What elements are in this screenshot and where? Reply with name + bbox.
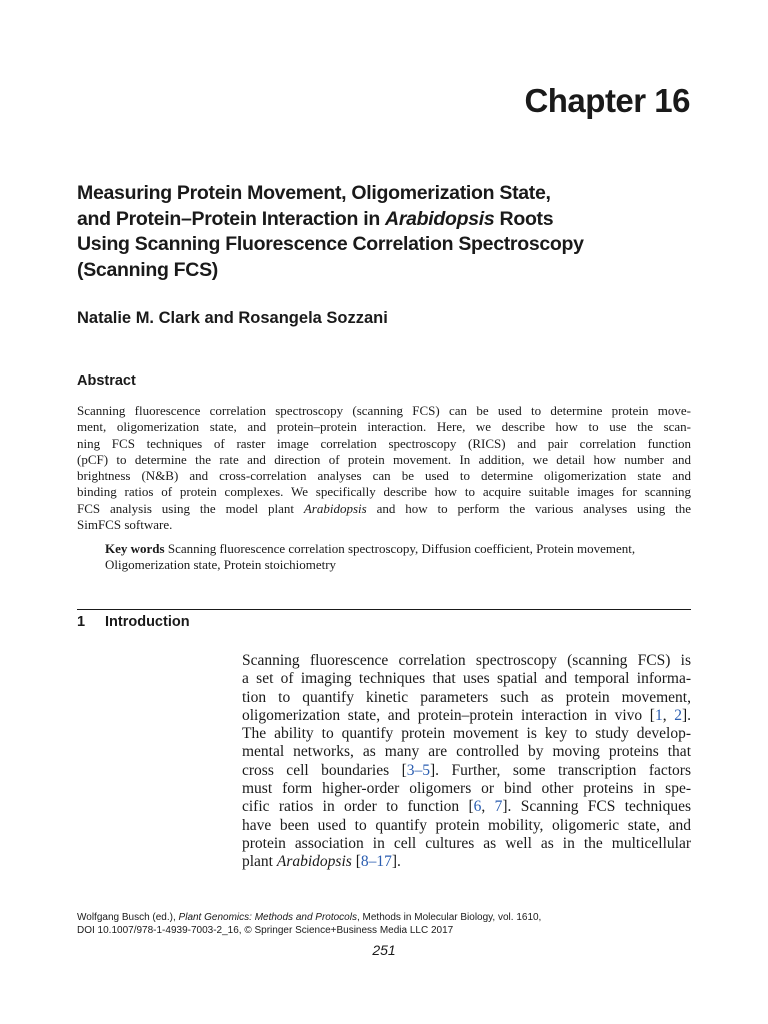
intro-line [242, 853, 691, 871]
keywords-text: Scanning fluorescence correlation spectroscopy, Diffusion coefficient, Protein movement, Oligomerization state, Protein stoichiometry [105, 541, 636, 573]
footnote-book-title: Plant Genomics: Methods and Protocols [178, 912, 357, 923]
title-line-4: (Scanning FCS) [77, 258, 218, 281]
citation-link[interactable]: 7 [494, 798, 503, 816]
introduction-text [242, 652, 691, 872]
citation-link[interactable]: 3–5 [406, 761, 431, 779]
intro-text: [ [351, 853, 361, 871]
abstract-species: Arabidopsis [303, 500, 367, 516]
abstract-heading: Abstract [77, 373, 136, 389]
intro-line: Scanning fluorescence correlation spectroscopy (scanning FCS) is [242, 652, 691, 669]
title-line-2-c: Roots [494, 207, 554, 230]
title-line-2-a: and Protein–Protein Interaction in [77, 207, 386, 230]
intro-text: oligomerization state, and protein–protein interaction in vivo [ [242, 706, 655, 724]
title-line-1: Measuring Protein Movement, Oligomerization State, [77, 182, 551, 204]
abstract-line: binding ratios of protein complexes. We specifically describe how to acquire suitable images for scanning [77, 484, 691, 500]
section-divider [77, 609, 691, 610]
abstract-line: ning FCS techniques of raster image correlation spectroscopy (RICS) and pair correlation function [77, 435, 691, 451]
section-number: 1 [77, 614, 86, 630]
intro-text: , [662, 706, 675, 724]
intro-line: must form higher-order oligomers or bind other proteins in spe- [242, 780, 691, 798]
citation-footnote [77, 912, 691, 937]
intro-line [242, 798, 691, 816]
intro-text: ]. [391, 853, 401, 871]
intro-text: cific ratios in order to function [ [242, 798, 474, 816]
intro-line [242, 707, 691, 725]
footnote-doi: DOI 10.1007/978-1-4939-7003-2_16, © Springer Science+Business Media LLC 2017 [77, 924, 454, 936]
intro-text: , [481, 798, 495, 816]
intro-text: ]. Further, some transcription factors [430, 761, 691, 779]
intro-line: The ability to quantify protein movement is key to study develop- [242, 725, 691, 743]
intro-line: a set of imaging techniques that uses spatial and temporal informa- [242, 670, 691, 688]
abstract-line: (pCF) to determine the rate and direction of protein movement. In addition, we detail how number and [77, 451, 691, 467]
intro-line: mental networks, as many are controlled by moving proteins that [242, 743, 691, 761]
citation-link[interactable]: 1 [654, 706, 663, 724]
chapter-title [77, 181, 697, 283]
intro-line: protein association in cell cultures as well as in the multicellular [242, 834, 691, 852]
abstract-body [77, 403, 691, 533]
abstract-line [77, 501, 691, 517]
footnote-editor: Wolfgang Busch (ed.), [77, 912, 179, 923]
intro-line: have been used to quantify protein mobility, oligomeric state, and [242, 816, 691, 834]
intro-text: plant [242, 853, 277, 871]
citation-link[interactable]: 8–17 [360, 853, 392, 871]
intro-text: cross cell boundaries [ [242, 761, 407, 779]
intro-line: tion to quantify kinetic parameters such as protein movement, [242, 688, 691, 706]
citation-link[interactable]: 6 [473, 798, 482, 816]
intro-species: Arabidopsis [276, 853, 352, 871]
footnote-series: , Methods in Molecular Biology, vol. 1610, [356, 912, 542, 923]
abstract-line-7-c: and how to perform the various analyses using the [366, 500, 691, 516]
abstract-line: Scanning fluorescence correlation spectroscopy (scanning FCS) can be used to determine protein move- [77, 403, 691, 418]
authors: Natalie M. Clark and Rosangela Sozzani [77, 309, 388, 327]
section-title: Introduction [105, 614, 190, 630]
chapter-label: Chapter 16 [524, 82, 690, 119]
abstract-line-7-a: FCS analysis using the model plant [77, 500, 304, 516]
keywords-label: Key words [105, 541, 165, 556]
intro-text: ]. [681, 706, 692, 724]
intro-line [242, 762, 691, 780]
page-number: 251 [372, 942, 396, 958]
title-species: Arabidopsis [385, 207, 495, 230]
abstract-line: SimFCS software. [77, 517, 173, 533]
keywords [105, 541, 691, 574]
title-line-3: Using Scanning Fluorescence Correlation Spectroscopy [77, 233, 584, 255]
abstract-line: ment, oligomerization state, and protein–protein interaction. Here, we describe how to use the scan- [77, 419, 691, 435]
citation-link[interactable]: 2 [674, 706, 682, 724]
title-line-2 [77, 207, 697, 233]
intro-text: ]. Scanning FCS techniques [502, 798, 691, 816]
abstract-line: brightness (N&B) and cross-correlation analyses can be used to determine oligomerization state and [77, 468, 691, 484]
